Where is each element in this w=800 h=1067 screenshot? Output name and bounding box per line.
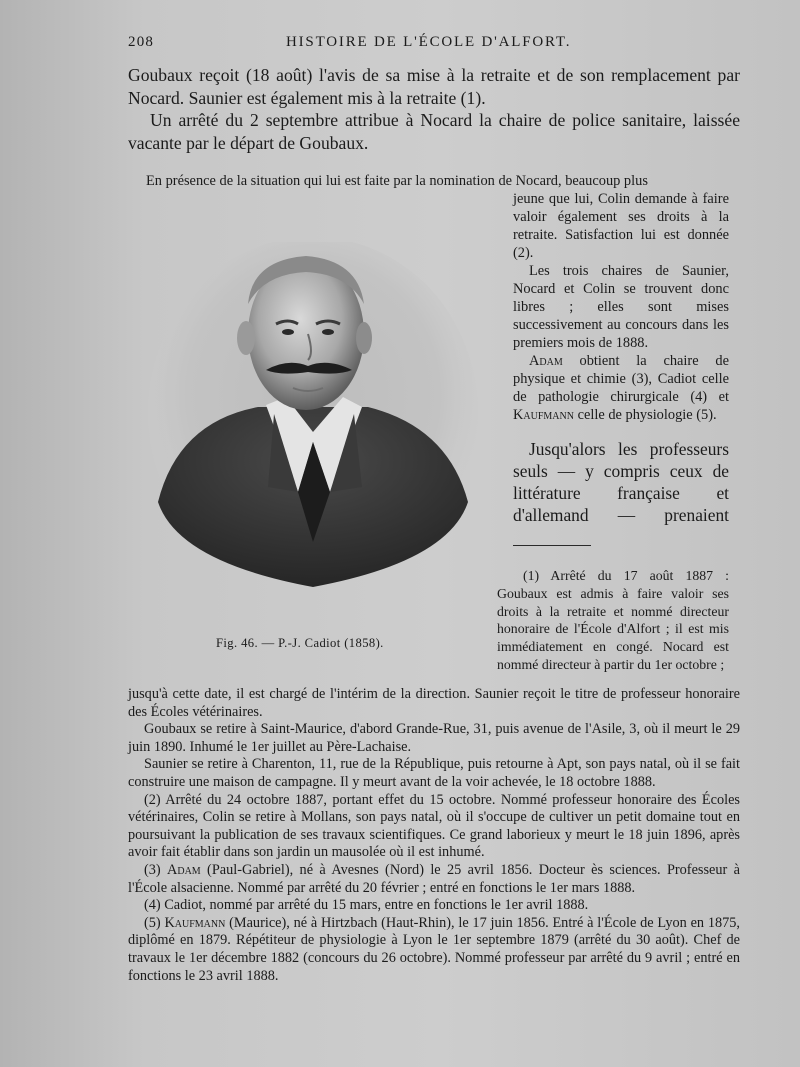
footnote-1-continued: jusqu'à cette date, il est chargé de l'intérim de la direction. Saunier reçoit le titre de professeur honoraire des Écoles vétérinaires.	[128, 686, 740, 720]
side-column-text	[513, 190, 729, 424]
name-kaufmann: Kaufmann	[513, 407, 574, 423]
side-large-text: Jusqu'alors les professeurs seuls — y compris ceux de littérature française et d'allemand — prenaient	[513, 439, 729, 525]
footnote-1-text: (1) Arrêté du 17 août 1887 : Goubaux est admis à faire valoir ses droits à la retraite et nommé directeur honoraire de l'École d'Alfort ; il est mis immédiatement en congé. Nocard est nommé directeur à partir du 1er octobre ;	[497, 568, 729, 672]
side-paragraph-3-end: celle de physiologie (5).	[573, 407, 717, 423]
page-number: 208	[128, 34, 155, 50]
footnote-5	[128, 915, 740, 985]
main-text	[128, 64, 740, 154]
footnote-3-number: (3)	[144, 861, 168, 878]
running-header	[128, 34, 738, 54]
footnote-3-text: (Paul-Gabriel), né à Avesnes (Nord) le 25 avril 1856. Docteur ès sciences. Professeur à l'École alsacienne. Nommé par arrêté du 20 février ; entré en fonctions le 1er mars 1888.	[128, 861, 740, 896]
footnote-5-name: Kaufmann	[164, 914, 226, 931]
running-title: HISTOIRE DE L'ÉCOLE D'ALFORT.	[286, 34, 572, 50]
paragraph-2: Un arrêté du 2 septembre attribue à Nocard la chaire de police sanitaire, laissée vacante par le départ de Goubaux.	[128, 110, 740, 153]
footnote-3	[128, 862, 740, 897]
footnote-3-name: Adam	[167, 861, 201, 878]
side-paragraph-3	[513, 352, 729, 424]
side-paragraph-2: Les trois chaires de Saunier, Nocard et Colin se trouvent donc libres ; elles sont mises successivement au concours dans les premiers mois de 1888.	[513, 263, 729, 351]
side-paragraph-1: jeune que lui, Colin demande à faire valoir également ses droits à la retraite. Satisfaction lui est donnée (2).	[513, 191, 729, 261]
paragraph-1: Goubaux reçoit (18 août) l'avis de sa mise à la retraite et de son remplacement par Nocard. Saunier est également mis à la retraite (1).	[128, 65, 740, 108]
footnote-2: (2) Arrêté du 24 octobre 1887, portant effet du 15 octobre. Nommé professeur honoraire des Écoles vétérinaires, Colin se retire à Mollans, son pays natal, où il s'occupe de cultiver un petit domaine tout en poursuivant la publication de ses travaux scientifiques. Ce grand laborieux y meurt le 18 juin 1896, après avoir fait établir dans son jardin un mausolée où il est inhumé.	[128, 791, 740, 861]
footnote-1-saunier: Saunier se retire à Charenton, 11, rue de la République, puis retourne à Apt, son pays natal, où il se fait construire une maison de campagne. Il y meurt avant de la voir achevée, le 18 octobre 1888.	[128, 756, 740, 790]
footnote-5-text: (Maurice), né à Hirtzbach (Haut-Rhin), le 17 juin 1856. Entré à l'École de Lyon en 1875, diplômé en 1879. Répétiteur de physiologie à Lyon le 1er septembre 1879 (arrêté du 30 août). Chef de travaux le 1er décembre 1882 (concours du 26 octobre). Nommé professeur par arrêté du 9 avril ; entré en fonctions le 23 avril 1888.	[128, 914, 741, 984]
lead-line: En présence de la situation qui lui est faite par la nomination de Nocard, beaucoup plus	[146, 173, 648, 189]
footnotes-block	[128, 686, 740, 985]
side-paragraph-3-mid: obtient la chaire de physique et chimie (3), Cadiot celle de pathologie chirurgicale (4) et	[513, 353, 729, 405]
figure-caption: Fig. 46. — P.-J. Cadiot (1858).	[216, 636, 384, 650]
footnote-divider	[513, 545, 591, 546]
side-large-paragraph	[513, 438, 729, 526]
portrait-photograph-icon	[148, 242, 478, 587]
footnote-5-number: (5)	[144, 914, 165, 931]
footnote-1-goubaux: Goubaux se retire à Saint-Maurice, d'abord Grande-Rue, 31, puis avenue de l'Asile, 3, où il meurt le 29 juin 1890. Inhumé le 1er juillet au Père-Lachaise.	[128, 721, 740, 755]
footnote-4: (4) Cadiot, nommé par arrêté du 15 mars, entre en fonctions le 1er avril 1888.	[144, 897, 589, 914]
footnote-1-side	[497, 567, 729, 674]
name-adam: Adam	[529, 353, 563, 369]
